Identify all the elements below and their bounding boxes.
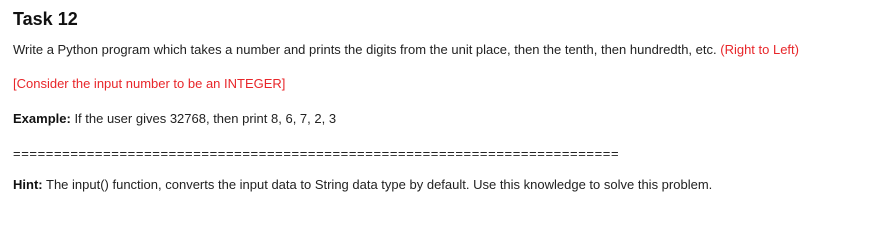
divider-line: ========================================================================== xyxy=(13,146,620,161)
task-description: Write a Python program which takes a number and prints the digits from the unit place, then the tenth, then hundredth, etc. xyxy=(13,42,717,57)
hint-label: Hint: xyxy=(13,177,43,192)
task-title: Task 12 xyxy=(13,9,78,29)
hint-line xyxy=(13,177,712,193)
consider-note: [Consider the input number to be an INTEGER] xyxy=(13,76,286,91)
hint-text: The input() function, converts the input data to String data type by default. Use this knowledge to solve this problem. xyxy=(46,177,713,192)
example-text: If the user gives 32768, then print 8, 6, 7, 2, 3 xyxy=(74,111,337,126)
direction-note: (Right to Left) xyxy=(720,42,799,57)
example-line xyxy=(13,111,336,127)
task-description-line xyxy=(13,42,799,58)
example-label: Example: xyxy=(13,111,71,126)
